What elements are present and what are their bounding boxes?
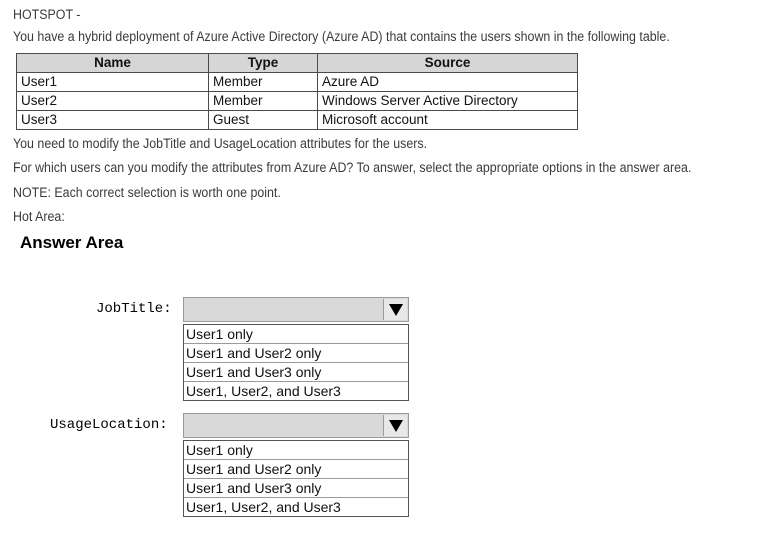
cell-source: Microsoft account xyxy=(318,111,578,130)
dropdown-option[interactable]: User1, User2, and User3 xyxy=(186,383,341,399)
cell-type: Member xyxy=(209,92,318,111)
usagelocation-label: UsageLocation: xyxy=(50,417,168,433)
table-row xyxy=(17,92,578,111)
requirement-text: You need to modify the JobTitle and UsageLocation attributes for the users. xyxy=(13,136,428,151)
question-intro-text: You have a hybrid deployment of Azure Active Directory (Azure AD) that contains the users shown in the following table. xyxy=(13,29,670,44)
table-row xyxy=(17,111,578,130)
question-type-header: HOTSPOT - xyxy=(13,7,81,22)
triangle-down-icon xyxy=(389,304,403,316)
usagelocation-select[interactable] xyxy=(183,413,409,438)
dropdown-option[interactable]: User1 and User2 only xyxy=(184,344,408,363)
triangle-down-icon xyxy=(389,420,403,432)
cell-type: Guest xyxy=(209,111,318,130)
cell-source: Azure AD xyxy=(318,73,578,92)
dropdown-option[interactable]: User1 and User3 only xyxy=(184,479,408,498)
column-header-type: Type xyxy=(209,54,318,73)
dropdown-option[interactable]: User1 and User2 only xyxy=(184,460,408,479)
users-table xyxy=(16,53,578,130)
jobtitle-label: JobTitle: xyxy=(96,301,172,317)
dropdown-option[interactable]: User1 and User3 only xyxy=(184,363,408,382)
cell-type: Member xyxy=(209,73,318,92)
jobtitle-options xyxy=(183,324,409,401)
table-row xyxy=(17,73,578,92)
cell-name: User2 xyxy=(17,92,209,111)
note-text: NOTE: Each correct selection is worth one point. xyxy=(13,185,281,200)
jobtitle-dropdown xyxy=(183,297,409,401)
table-header-row xyxy=(17,54,578,73)
dropdown-toggle-button[interactable] xyxy=(383,415,407,436)
dropdown-toggle-button[interactable] xyxy=(383,299,407,320)
hot-area-label: Hot Area: xyxy=(13,209,65,224)
usagelocation-dropdown xyxy=(183,413,409,517)
cell-name: User3 xyxy=(17,111,209,130)
jobtitle-select[interactable] xyxy=(183,297,409,322)
cell-source: Windows Server Active Directory xyxy=(318,92,578,111)
cell-name: User1 xyxy=(17,73,209,92)
dropdown-option[interactable]: User1, User2, and User3 xyxy=(186,499,341,515)
instruction-text: For which users can you modify the attributes from Azure AD? To answer, select the appropriate options in the answer area. xyxy=(13,160,692,175)
column-header-name: Name xyxy=(17,54,209,73)
column-header-source: Source xyxy=(318,54,578,73)
dropdown-option[interactable]: User1 only xyxy=(184,441,408,460)
dropdown-option[interactable]: User1 only xyxy=(184,325,408,344)
answer-area-title: Answer Area xyxy=(20,233,124,252)
usagelocation-options xyxy=(183,440,409,517)
